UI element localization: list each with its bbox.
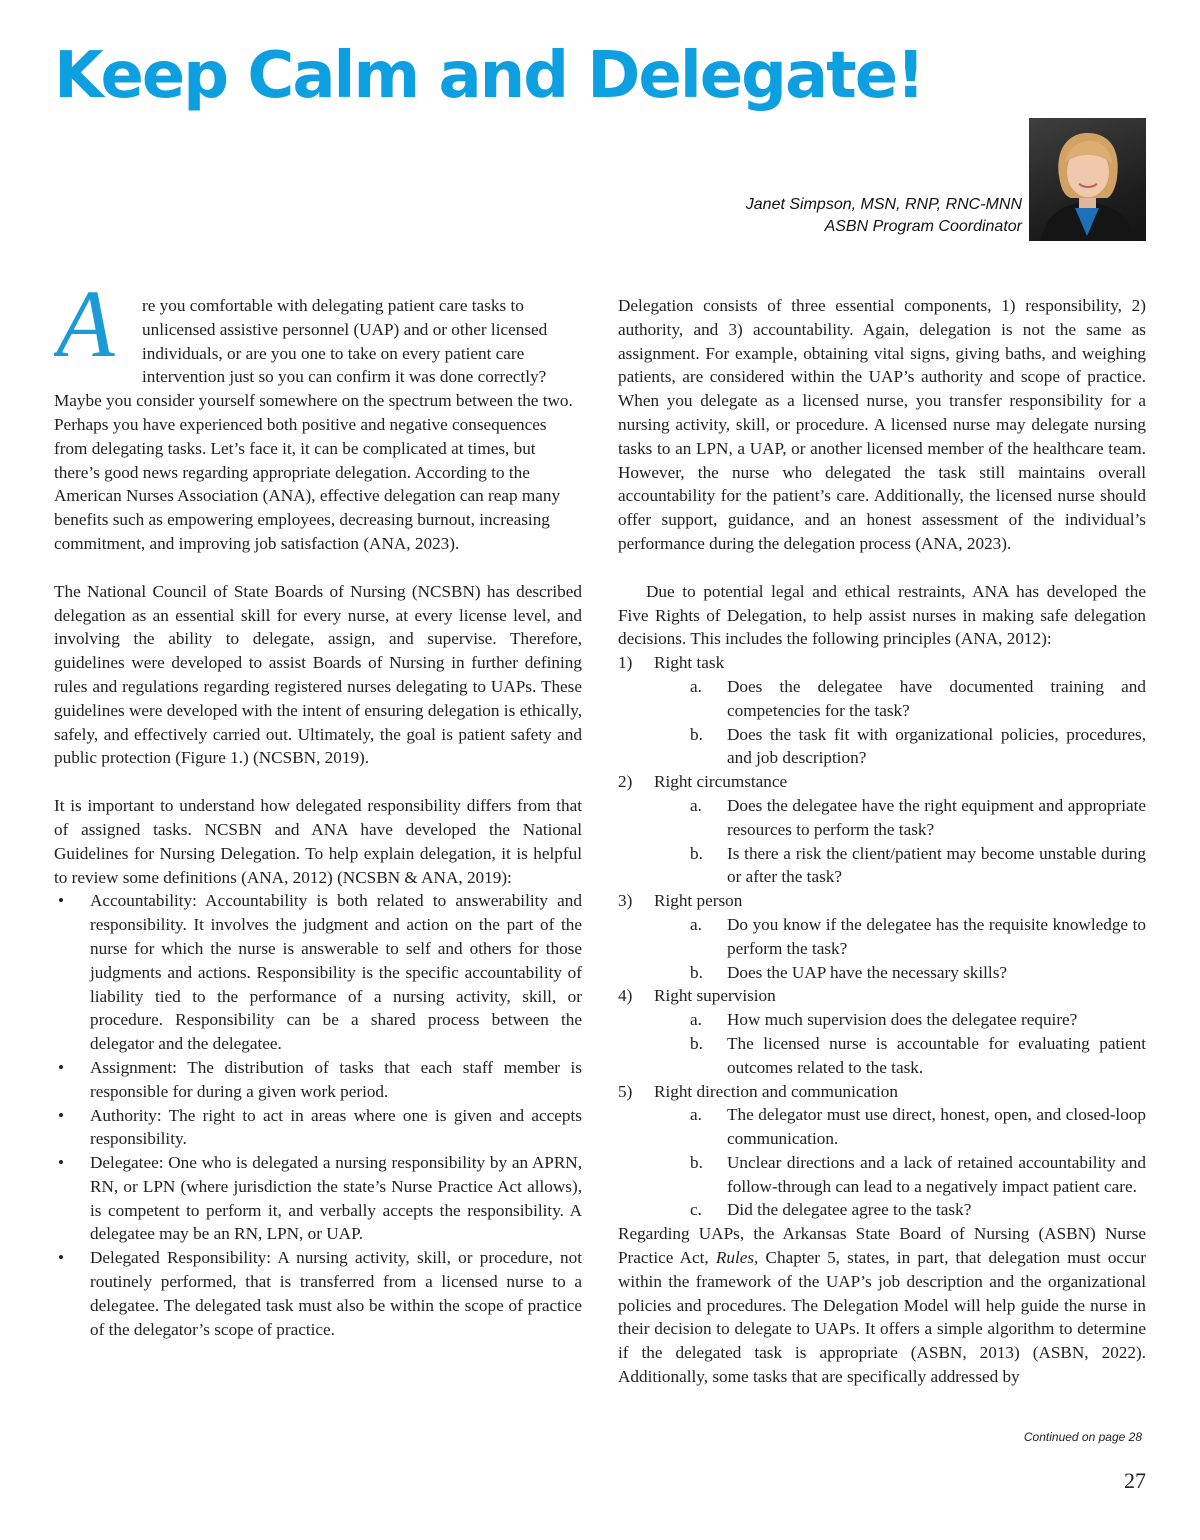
right-item bbox=[618, 984, 1146, 1079]
right-title: Right direction and communication bbox=[654, 1081, 898, 1101]
right-column bbox=[618, 294, 1146, 1389]
right-number: 1) bbox=[618, 653, 633, 673]
definition-item bbox=[54, 1246, 582, 1341]
definition-item bbox=[54, 1056, 582, 1104]
left-column bbox=[54, 286, 582, 1341]
right-subitem bbox=[690, 1032, 1146, 1080]
right-item bbox=[618, 770, 1146, 889]
right-subitems bbox=[654, 1103, 1146, 1222]
right-item bbox=[618, 651, 1146, 770]
right-number: 2) bbox=[618, 772, 633, 792]
subitem-text: The delegator must use direct, honest, open, and closed-loop communication. bbox=[727, 1105, 1146, 1149]
right-subitem bbox=[690, 842, 1146, 890]
subitem-letter: a. bbox=[690, 676, 702, 696]
definitions-intro-paragraph: It is important to understand how delegated responsibility differs from that of assigned tasks. NCSBN and ANA have developed the National Guidelines for Nursing Delegation. To help explain delegation, it is helpful to review some definitions (ANA, 2012) (NCSBN & ANA, 2019): bbox=[54, 796, 582, 887]
subitem-letter: a. bbox=[690, 1010, 702, 1030]
author-portrait-image bbox=[1029, 118, 1146, 241]
article-title: Keep Calm and Delegate! bbox=[54, 39, 924, 113]
asbn-text-start: Regarding UAPs, the Arkansas State Board of Nursing (ASBN) Nurse Practice Act, bbox=[618, 1224, 1146, 1268]
intro-paragraph bbox=[54, 286, 582, 556]
author-byline bbox=[746, 194, 1022, 238]
definitions-list bbox=[54, 889, 582, 1341]
right-subitem bbox=[690, 794, 1146, 842]
definition-item bbox=[54, 1151, 582, 1246]
subitem-letter: b. bbox=[690, 1033, 703, 1053]
components-paragraph: Delegation consists of three essential components, 1) responsibility, 2) authority, and 3) accountability. Again, delegation is not the same as assignment. For example, obtaining vital signs, giving baths, and weighing patients, are considered within the UAP’s authority and scope of practice. When you delegate as a licensed nurse, you transfer responsibility for a nursing activity, skill, or procedure. A licensed nurse may delegate nursing tasks to an LPN, a UAP, or another licensed member of the healthcare team. However, the nurse who delegated the task still maintains overall accountability for the patient’s care. Additionally, the licensed nurse should offer support, guidance, and an honest assessment of the individual’s performance during the delegation process (ANA, 2023). bbox=[618, 296, 1146, 553]
bullet-marker: • bbox=[58, 1153, 65, 1173]
subitem-letter: b. bbox=[690, 1152, 703, 1172]
right-subitems bbox=[654, 1008, 1146, 1079]
right-subitem bbox=[690, 723, 1146, 771]
subitem-letter: b. bbox=[690, 962, 703, 982]
definition-item bbox=[54, 1104, 582, 1152]
subitem-text: Do you know if the delegatee has the requisite knowledge to perform the task? bbox=[727, 914, 1146, 958]
ncsbn-paragraph: The National Council of State Boards of Nursing (NCSBN) has described delegation as an essential skill for every nurse, at every license level, and involving the ability to delegate, assign, and supervise. Therefore, guidelines were developed to assist Boards of Nursing in further defining rules and regulations regarding registered nurses delegating to UAPs. These guidelines were developed with the intent of ensuring delegation is ethically, safely, and effectively carried out. Ultimately, the goal is patient safety and public protection (Figure 1.) (NCSBN, 2019). bbox=[54, 581, 582, 768]
five-rights-list bbox=[618, 651, 1146, 1222]
asbn-paragraph bbox=[618, 1222, 1146, 1389]
subitem-text: How much supervision does the delegatee require? bbox=[727, 1010, 1078, 1030]
right-title: Right supervision bbox=[654, 986, 776, 1006]
subitem-text: Does the delegatee have documented training and competencies for the task? bbox=[727, 676, 1146, 720]
drop-cap-letter: A bbox=[56, 286, 115, 368]
bullet-marker: • bbox=[58, 1248, 65, 1268]
right-title: Right task bbox=[654, 653, 725, 673]
right-subitems bbox=[654, 913, 1146, 984]
right-subitem bbox=[690, 961, 1146, 985]
subitem-text: The licensed nurse is accountable for evaluating patient outcomes related to the task. bbox=[727, 1033, 1146, 1077]
subitem-letter: b. bbox=[690, 843, 703, 863]
bullet-marker: • bbox=[58, 1105, 65, 1125]
definition-text: Delegated Responsibility: A nursing activity, skill, or procedure, not routinely performed, that is transferred from a licensed nurse to a delegatee. The delegated task must also be within the scope of practice of the delegator’s scope of practice. bbox=[90, 1248, 582, 1339]
subitem-text: Does the UAP have the necessary skills? bbox=[727, 962, 1008, 982]
right-title: Right circumstance bbox=[654, 772, 788, 792]
subitem-letter: b. bbox=[690, 724, 703, 744]
subitem-text: Does the task fit with organizational policies, procedures, and job description? bbox=[727, 724, 1146, 768]
right-subitem bbox=[690, 1151, 1146, 1199]
subitem-letter: a. bbox=[690, 914, 702, 934]
right-subitems bbox=[654, 794, 1146, 889]
author-role: ASBN Program Coordinator bbox=[824, 218, 1022, 235]
right-number: 3) bbox=[618, 891, 633, 911]
intro-text: re you comfortable with delegating patient care tasks to unlicensed assistive personnel (UAP) and or other licensed individuals, or are you one to take on every patient care intervention just so you can confirm it was done correctly? Maybe you consider yourself somewhere on the spectrum between the two. Perhaps you have experienced both positive and negative consequences from delegating tasks. Let’s face it, it can be complicated at times, but there’s good news regarding appropriate delegation. According to the American Nurses Association (ANA), effective delegation can reap many benefits such as empowering employees, decreasing burnout, increasing commitment, and improving job satisfaction (ANA, 2023). bbox=[54, 296, 573, 553]
drop-cap bbox=[54, 286, 140, 368]
subitem-text: Unclear directions and a lack of retained accountability and follow-through can lead to a negatively impact patient care. bbox=[727, 1152, 1146, 1196]
definition-text: Authority: The right to act in areas where one is given and accepts responsibility. bbox=[90, 1105, 582, 1149]
bullet-marker: • bbox=[58, 891, 65, 911]
continued-note: Continued on page 28 bbox=[1023, 1430, 1142, 1444]
right-subitem bbox=[690, 1008, 1146, 1032]
right-subitems bbox=[654, 675, 1146, 770]
right-number: 5) bbox=[618, 1081, 633, 1101]
subitem-text: Is there a risk the client/patient may become unstable during or after the task? bbox=[727, 843, 1146, 887]
definition-item bbox=[54, 889, 582, 1056]
right-item bbox=[618, 1080, 1146, 1223]
subitem-letter: a. bbox=[690, 1105, 702, 1125]
page-number: 27 bbox=[1124, 1468, 1146, 1493]
right-subitem bbox=[690, 675, 1146, 723]
subitem-text: Does the delegatee have the right equipment and appropriate resources to perform the task? bbox=[727, 795, 1146, 839]
definition-text: Accountability: Accountability is both related to answerability and responsibility. It involves the judgment and action on the part of the nurse for which the nurse is answerable to self and others for those judgments and actions. Responsibility is the specific accountability of liability tied to the performance of a nursing activity, skill, or procedure. Responsibility can be a shared process between the delegator and the delegatee. bbox=[90, 891, 582, 1054]
author-photo bbox=[1029, 118, 1146, 241]
definition-text: Delegatee: One who is delegated a nursing responsibility by an APRN, RN, or LPN (where jurisdiction the state’s Nurse Practice Act allows), is competent to perform it, and verbally accepts the responsibility. A delegatee may be an RN, LPN, or UAP. bbox=[90, 1153, 582, 1244]
right-subitem bbox=[690, 1103, 1146, 1151]
subitem-letter: c. bbox=[690, 1200, 702, 1220]
definition-text: Assignment: The distribution of tasks that each staff member is responsible for during a given work period. bbox=[90, 1057, 582, 1101]
five-rights-intro-paragraph: Due to potential legal and ethical restraints, ANA has developed the Five Rights of Delegation, to help assist nurses in making safe delegation decisions. This includes the following principles (ANA, 2012): bbox=[618, 581, 1146, 649]
rules-emphasis: Rules bbox=[715, 1248, 755, 1268]
right-subitem bbox=[690, 913, 1146, 961]
right-item bbox=[618, 889, 1146, 984]
right-number: 4) bbox=[618, 986, 633, 1006]
asbn-text-end: , Chapter 5, states, in part, that delegation must occur within the framework of the UAP’s job description and the organizational policies and procedures. The Delegation Model will help guide the nurse in their decision to delegate to UAPs. It offers a simple algorithm to determine if the delegated task is appropriate (ASBN, 2013) (ASBN, 2022). Additionally, some tasks that are specifically addressed by bbox=[618, 1248, 1146, 1387]
bullet-marker: • bbox=[58, 1057, 65, 1077]
subitem-letter: a. bbox=[690, 795, 702, 815]
subitem-text: Did the delegatee agree to the task? bbox=[727, 1200, 972, 1220]
author-name: Janet Simpson, MSN, RNP, RNC-MNN bbox=[745, 196, 1022, 213]
right-subitem bbox=[690, 1198, 1146, 1222]
right-title: Right person bbox=[654, 891, 743, 911]
